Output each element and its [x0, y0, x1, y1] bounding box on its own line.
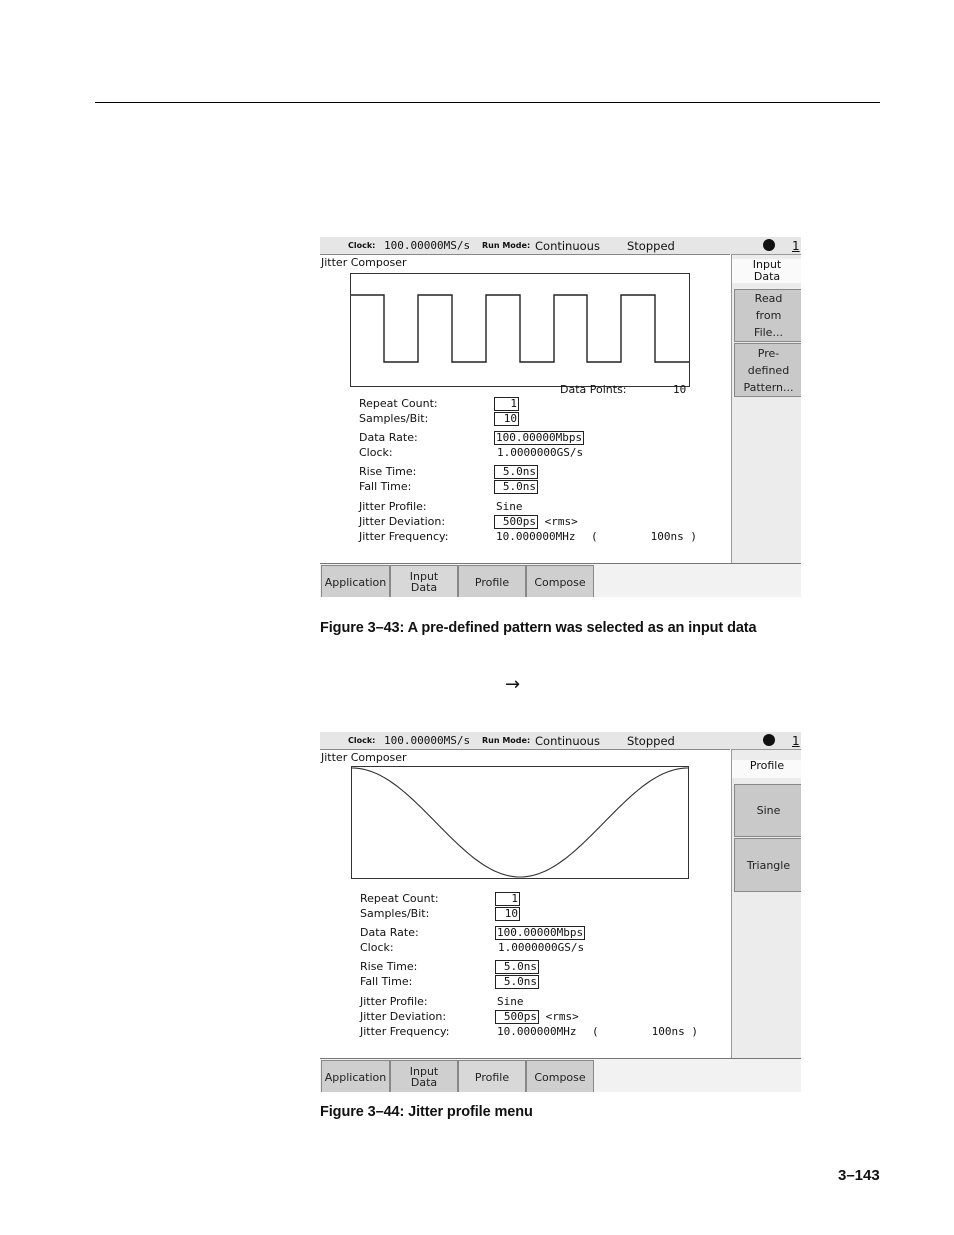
tab-profile[interactable]: Profile	[458, 565, 526, 597]
tab-profile[interactable]: Profile	[458, 1060, 526, 1092]
jitter-composer-screen-profile	[320, 732, 801, 1092]
status-indicator-icon	[763, 239, 775, 251]
jitter-deviation-unit: <rms>	[545, 1010, 579, 1023]
run-mode-value: Continuous	[535, 734, 600, 748]
clock-value: 100.00000MS/s	[384, 239, 471, 252]
rise-time-field[interactable]: 5.0ns	[494, 465, 538, 479]
repeat-count-field[interactable]: 1	[495, 892, 520, 906]
jitter-profile-value: Sine	[496, 500, 523, 513]
fall-time-label: Fall Time:	[359, 480, 412, 493]
waveform-display	[350, 273, 690, 387]
tab-application[interactable]: Application	[321, 565, 390, 597]
jitter-deviation-unit: <rms>	[544, 515, 578, 528]
waveform-display	[351, 766, 689, 879]
jitter-frequency-label: Jitter Frequency:	[359, 530, 449, 543]
jitter-deviation-label: Jitter Deviation:	[359, 515, 446, 528]
channel-number: 1	[792, 734, 800, 748]
page-title: Jitter Composer	[321, 751, 407, 764]
jitter-profile-label: Jitter Profile:	[360, 995, 428, 1008]
jitter-profile-value: Sine	[497, 995, 524, 1008]
clock-rate-value: 1.0000000GS/s	[498, 941, 585, 954]
side-menu	[731, 749, 801, 1058]
sine-waveform	[352, 767, 688, 878]
jitter-frequency-period: ( 100ns )	[591, 530, 697, 543]
clock-value: 100.00000MS/s	[384, 734, 471, 747]
rise-time-field[interactable]: 5.0ns	[495, 960, 539, 974]
rise-time-label: Rise Time:	[360, 960, 418, 973]
figure-caption-43: Figure 3–43: A pre-defined pattern was selected as an input data	[320, 620, 757, 636]
profile-triangle-button[interactable]: Triangle	[734, 838, 801, 892]
jitter-frequency-label: Jitter Frequency:	[360, 1025, 450, 1038]
tab-input-data[interactable]: Input Data	[390, 565, 458, 597]
side-menu-title: Profile	[732, 760, 801, 778]
data-rate-label: Data Rate:	[359, 431, 418, 444]
bottom-menu	[320, 1058, 801, 1092]
status-indicator-icon	[763, 734, 775, 746]
fall-time-label: Fall Time:	[360, 975, 413, 988]
tab-input-data[interactable]: Input Data	[390, 1060, 458, 1092]
repeat-count-label: Repeat Count:	[359, 397, 438, 410]
fall-time-field[interactable]: 5.0ns	[495, 975, 539, 989]
data-rate-field[interactable]: 100.00000Mbps	[496, 431, 583, 444]
jitter-frequency-value: 10.000000MHz	[496, 530, 576, 543]
samples-bit-label: Samples/Bit:	[360, 907, 430, 920]
square-waveform	[351, 274, 689, 386]
clock-rate-label: Clock:	[360, 941, 394, 954]
clock-label: Clock:	[348, 736, 376, 745]
jitter-profile-label: Jitter Profile:	[359, 500, 427, 513]
data-points-value: 10	[673, 383, 687, 396]
tab-application[interactable]: Application	[321, 1060, 390, 1092]
run-state: Stopped	[627, 734, 675, 748]
data-rate-label: Data Rate:	[360, 926, 419, 939]
page-number: 3–143	[838, 1167, 880, 1184]
page-title: Jitter Composer	[321, 256, 407, 269]
rise-time-label: Rise Time:	[359, 465, 417, 478]
header-rule	[95, 102, 880, 103]
run-state: Stopped	[627, 239, 675, 253]
samples-bit-field[interactable]: 10	[494, 412, 519, 426]
profile-sine-button[interactable]: Sine	[734, 784, 801, 837]
jitter-frequency-period: ( 100ns )	[592, 1025, 698, 1038]
arrow-right-icon: →	[505, 674, 521, 695]
jitter-deviation-field[interactable]: 500ps	[494, 515, 538, 529]
run-mode-value: Continuous	[535, 239, 600, 253]
figure-caption-44: Figure 3–44: Jitter profile menu	[320, 1104, 533, 1120]
side-menu	[731, 254, 801, 563]
data-points-label: Data Points:	[560, 383, 627, 396]
samples-bit-label: Samples/Bit:	[359, 412, 429, 425]
predefined-pattern-button[interactable]: Pre- defined Pattern...	[734, 343, 801, 397]
samples-bit-field[interactable]: 10	[495, 907, 520, 921]
repeat-count-label: Repeat Count:	[360, 892, 439, 905]
data-rate-field[interactable]: 100.00000Mbps	[497, 926, 584, 939]
jitter-deviation-field[interactable]: 500ps	[495, 1010, 539, 1024]
side-menu-title: Input Data	[732, 259, 801, 283]
clock-rate-label: Clock:	[359, 446, 393, 459]
composer-main-area	[320, 254, 730, 563]
repeat-count-field[interactable]: 1	[494, 397, 519, 411]
fall-time-field[interactable]: 5.0ns	[494, 480, 538, 494]
clock-rate-value: 1.0000000GS/s	[497, 446, 584, 459]
status-bar	[320, 732, 801, 749]
jitter-composer-screen-input-data	[320, 237, 801, 597]
jitter-deviation-label: Jitter Deviation:	[360, 1010, 447, 1023]
bottom-menu	[320, 563, 801, 597]
tab-compose[interactable]: Compose	[526, 565, 594, 597]
run-mode-label: Run Mode:	[482, 736, 531, 745]
tab-compose[interactable]: Compose	[526, 1060, 594, 1092]
run-mode-label: Run Mode:	[482, 241, 531, 250]
composer-main-area	[320, 749, 730, 1058]
channel-number: 1	[792, 239, 800, 253]
clock-label: Clock:	[348, 241, 376, 250]
status-bar	[320, 237, 801, 254]
read-from-file-button[interactable]: Read from File...	[734, 289, 801, 342]
jitter-frequency-value: 10.000000MHz	[497, 1025, 577, 1038]
